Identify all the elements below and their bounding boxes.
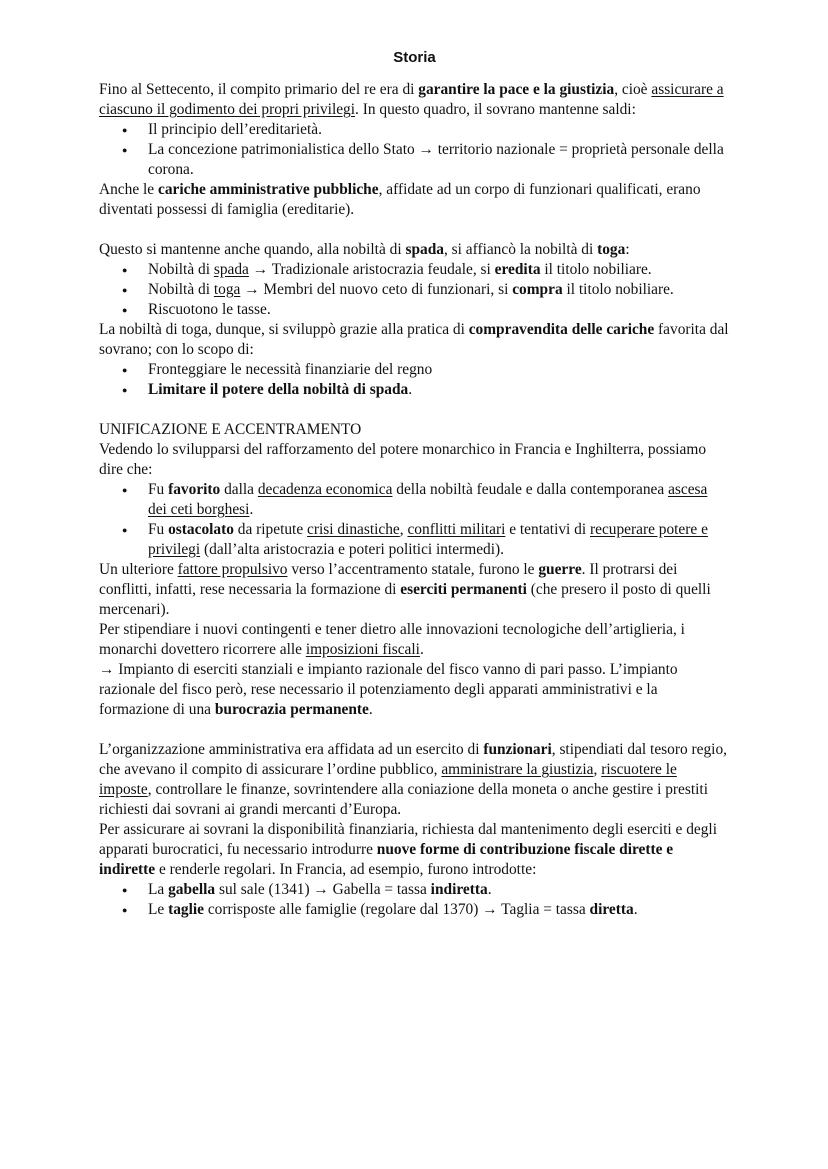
list-item [148,280,730,300]
bold-text: Limitare il potere della nobiltà di spada [148,381,409,398]
bold-text: taglie [168,901,204,918]
list-item: ● La concezione patrimonialistica dello Stato → territorio nazionale = proprietà personale della corona. [148,140,730,180]
text-run: → Impianto di eserciti stanziali e impianto razionale del fisco vanno di pari passo. L’impianto razionale del fisco però, rese necessario il potenziamento degli apparati amministrativi e la formazione di una [99,661,678,718]
text-run: (dall’alta aristocrazia e poteri politici intermedi). [200,541,504,558]
text-run: il titolo nobiliare. [562,281,674,298]
text-run: Nobiltà di [148,281,214,298]
underlined-text: assicurare a ciascuno il godimento dei propri privilegi [99,81,724,118]
text-run: sul sale (1341) → Gabella = tassa [215,881,431,898]
text-run: della nobiltà feudale e dalla contemporanea [392,481,669,498]
paragraph-unificazione: Vedendo lo svilupparsi del rafforzamento del potere monarchico in Francia e Inghilterra, possiamo dire che: [99,441,707,478]
text-run: , stipendiati dal tesoro regio, che avevano il compito di assicurare l’ordine pubblico, [99,741,727,778]
bold-text: gabella [168,881,216,898]
paragraph-cariche [99,180,730,220]
paragraph-contribuzione [99,820,730,880]
text-run: Anche le [99,181,158,198]
text-run: . [487,881,492,898]
spacer [99,400,730,420]
text-run: Nobiltà di [148,261,214,278]
text-run: , affidate ad un corpo di funzionari qualificati, erano diventati possessi di famiglia (ereditarie). [99,181,701,218]
underlined-text: conflitti militari [407,521,506,538]
underlined-text: riscuotere le imposte [99,761,677,798]
bold-text: nuove forme di contribuzione fiscale dirette e indirette [99,841,674,878]
paragraph-intro [99,80,730,120]
list-item [148,900,730,920]
bold-text: eredita [494,261,541,278]
text-run: , cioè [614,81,652,98]
text-run: Fu [148,521,169,538]
list-item: ● Riscuotono le tasse. [148,300,730,320]
paragraph-guerre [99,560,730,620]
underlined-text: spada [213,261,249,278]
paragraph-burocrazia [99,660,730,720]
bold-text: compravendita delle cariche [468,321,655,338]
text-run: . [249,501,254,518]
text-run: e renderle regolari. In Francia, ad esempio, furono introdotte: [155,861,537,878]
list-item [148,260,730,280]
text-run: : [625,241,630,258]
text-run: Fino al Settecento, il compito primario del re era di [99,81,419,98]
text-run: Questo si mantenne anche quando, alla nobiltà di [99,241,406,258]
list-item [148,880,730,900]
underlined-text: recuperare potere e privilegi [148,521,708,558]
spacer [99,220,730,240]
text-run: e tentativi di [505,521,590,538]
text-run: . In questo quadro, il sovrano mantenne saldi: [355,101,636,118]
text-run: Per stipendiare i nuovi contingenti e tener dietro alle innovazioni tecnologiche dell’artiglieria, i monarchi dovettero ricorrere alle [99,621,685,658]
text-run: Per assicurare ai sovrani la disponibilità finanziaria, richiesta dal mantenimento degli eserciti e degli apparati burocratici, fu necessario introdurre [99,821,717,858]
text-run: . [419,641,424,658]
bold-text: ostacolato [168,521,234,538]
list-item [148,480,730,520]
paragraph-compravendita [99,320,730,360]
text-run: La nobiltà di toga, dunque, si sviluppò grazie alla pratica di [99,321,469,338]
text-run: , si affiancò la nobiltà di [443,241,598,258]
text-run: Fu [148,481,169,498]
bullet-list-scopo [99,360,730,400]
text-run: , [593,761,602,778]
text-run: La [148,881,169,898]
text-run: → Tradizionale aristocrazia feudale, si [248,261,495,278]
text-run: (che presero il posto di quelli mercenari). [99,581,711,618]
underlined-text: imposizioni fiscali [305,641,420,658]
bold-text: spada [405,241,444,258]
bold-text: compra [512,281,563,298]
bold-text: garantire la pace e la giustizia [418,81,615,98]
bullet-list-principles [99,120,730,180]
bullet-list-nobilta [99,260,730,320]
bold-text: toga [597,241,626,258]
text-run: da ripetute [233,521,308,538]
bold-text: funzionari [483,741,552,758]
text-run: → Membri del nuovo ceto di funzionari, si [240,281,513,298]
underlined-text: ascesa dei ceti borghesi [148,481,708,518]
text-run: L’organizzazione amministrativa era affidata ad un esercito di [99,741,484,758]
bold-text: cariche amministrative pubbliche [157,181,379,198]
underlined-text: amministrare la giustizia [441,761,594,778]
bold-text: diretta [589,901,634,918]
text-run: Le [148,901,169,918]
list-item [148,520,730,560]
bold-text: favorito [168,481,221,498]
text-run: il titolo nobiliare. [540,261,652,278]
text-run: . [368,701,373,718]
list-item [148,380,730,400]
paragraph-imposizioni [99,620,730,660]
bullet-list-favorito [99,480,730,560]
underlined-text: toga [213,281,241,298]
paragraph-nobilta [99,240,730,260]
text-run: . [408,381,413,398]
section-heading: UNIFICAZIONE E ACCENTRAMENTO [99,421,362,438]
list-item: ● Fronteggiare le necessità finanziarie del regno [148,360,730,380]
bold-text: eserciti permanenti [400,581,527,598]
text-run: Un ulteriore [99,561,178,578]
text-run: verso l’accentramento statale, furono le [287,561,539,578]
paragraph-organizzazione [99,740,730,820]
underlined-text: fattore propulsivo [177,561,288,578]
list-item: ● Il principio dell’ereditarietà. [148,120,730,140]
text-run: dalla [220,481,258,498]
text-run: . [633,901,638,918]
text-run: , controllare le finanze, sovrintendere alla coniazione della moneta o anche gestire i prestiti richiesti dai sovrani ai grandi mercanti d’Europa. [99,781,708,818]
spacer [99,720,730,740]
underlined-text: decadenza economica [257,481,393,498]
bold-text: burocrazia permanente [214,701,369,718]
bold-text: guerre [538,561,582,578]
text-run: corrisposte alle famiglie (regolare dal 1370) → Taglia = tassa [204,901,590,918]
bullet-list-tasse [99,880,730,920]
text-run: favorita dal sovrano; con lo scopo di: [99,321,729,358]
page-title: Storia [393,49,436,66]
text-run: , [399,521,408,538]
underlined-text: crisi dinastiche [307,521,400,538]
bold-text: indiretta [430,881,488,898]
text-run: . Il protrarsi dei conflitti, infatti, rese necessaria la formazione di [99,561,678,598]
